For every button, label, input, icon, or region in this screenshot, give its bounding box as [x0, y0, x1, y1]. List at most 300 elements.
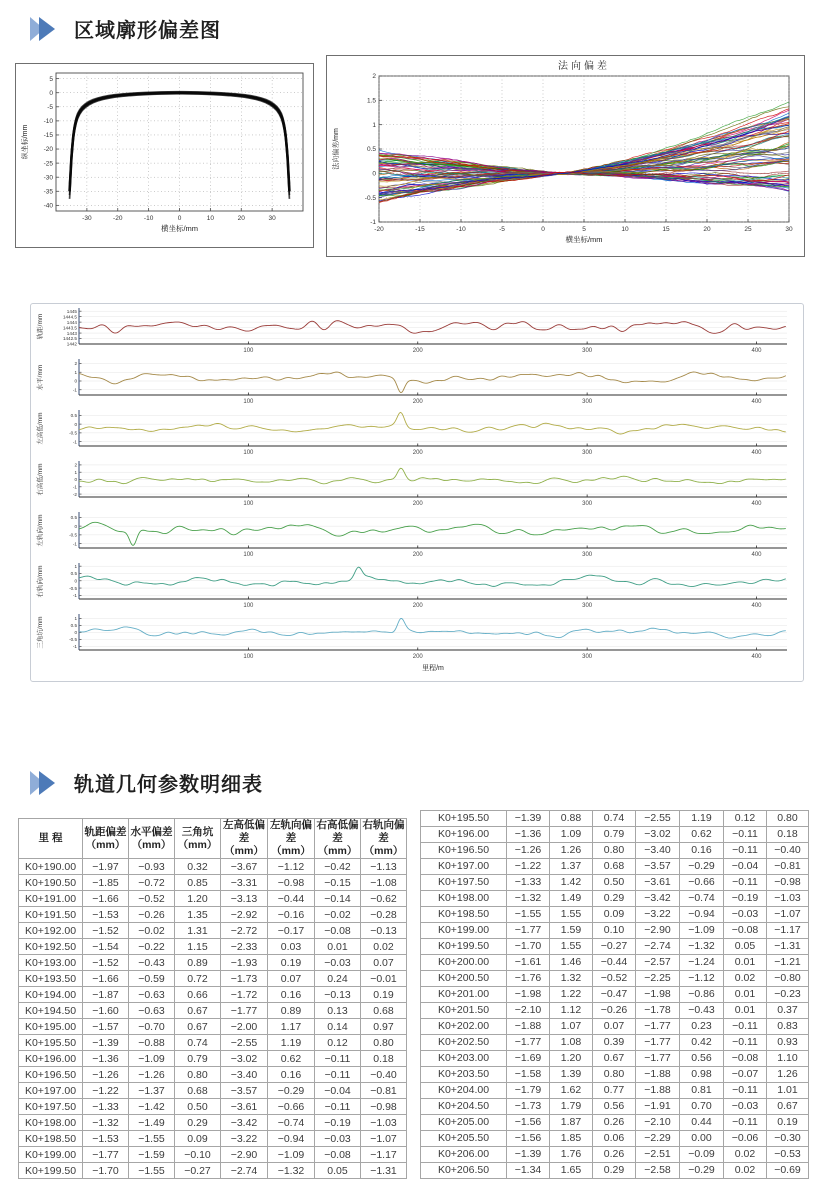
value-cell: −0.30: [767, 1131, 809, 1147]
strip-y-tick-label: 0: [74, 378, 77, 384]
value-cell: 0.72: [175, 971, 221, 987]
value-cell: −1.13: [361, 859, 407, 875]
column-header: 轨距偏差（mm）: [83, 819, 129, 859]
value-cell: 0.93: [767, 1035, 809, 1051]
y-tick-label: -5: [47, 103, 53, 111]
value-cell: −1.53: [83, 907, 129, 923]
table-row: [19, 1163, 407, 1179]
value-cell: −0.74: [268, 1115, 315, 1131]
value-cell: −1.39: [507, 1147, 550, 1163]
strip-y-tick-label: 1: [74, 616, 77, 622]
value-cell: −0.03: [724, 1099, 767, 1115]
mileage-cell: K0+195.00: [19, 1019, 83, 1035]
value-cell: −1.97: [83, 859, 129, 875]
value-cell: −1.24: [680, 955, 724, 971]
strip-y-tick-label: -1: [72, 644, 77, 650]
value-cell: −0.42: [315, 859, 361, 875]
y-tick-label: -10: [43, 118, 53, 126]
value-cell: 0.62: [680, 827, 724, 843]
value-cell: 0.42: [680, 1035, 724, 1051]
value-cell: −1.60: [83, 1003, 129, 1019]
value-cell: −0.29: [680, 1163, 724, 1179]
mileage-cell: K0+194.00: [19, 987, 83, 1003]
double-arrow-icon: [28, 770, 62, 796]
value-cell: −1.42: [129, 1099, 175, 1115]
table-row: [421, 1035, 809, 1051]
table-row: [421, 1083, 809, 1099]
value-cell: 0.18: [361, 1051, 407, 1067]
strip-chart-1: [33, 306, 799, 357]
value-cell: −0.08: [315, 923, 361, 939]
value-cell: −2.29: [636, 1131, 680, 1147]
rail-profile-chart: [16, 64, 311, 245]
value-cell: 0.67: [767, 1099, 809, 1115]
value-cell: 0.01: [315, 939, 361, 955]
section-title-table: 轨道几何参数明细表: [74, 774, 263, 796]
value-cell: −0.11: [724, 843, 767, 859]
value-cell: −0.43: [129, 955, 175, 971]
value-cell: 1.17: [268, 1019, 315, 1035]
value-cell: 0.02: [361, 939, 407, 955]
mileage-cell: K0+204.50: [421, 1099, 507, 1115]
strip-x-tick-label: 200: [412, 501, 423, 507]
x-axis-label: 横坐标/mm: [160, 224, 199, 233]
x-tick-label: 30: [785, 226, 793, 233]
y-tick-label: 0: [372, 170, 376, 178]
value-cell: 0.44: [680, 1115, 724, 1131]
table-row: [421, 875, 809, 891]
strip-y-tick-label: -2: [72, 491, 77, 497]
value-cell: −3.13: [221, 891, 268, 907]
x-tick-label: -15: [415, 226, 425, 233]
value-cell: 0.00: [680, 1131, 724, 1147]
mileage-cell: K0+206.50: [421, 1163, 507, 1179]
value-cell: −1.26: [507, 843, 550, 859]
table-row: [421, 1147, 809, 1163]
double-arrow-icon: [28, 16, 62, 42]
value-cell: −0.19: [315, 1115, 361, 1131]
mileage-cell: K0+193.00: [19, 955, 83, 971]
strip-chart-7: [33, 612, 799, 674]
y-axis-label: 法向偏差/mm: [333, 128, 340, 170]
normal-deviation-chart-panel: [326, 55, 805, 257]
value-cell: 0.19: [268, 955, 315, 971]
value-cell: −1.36: [507, 827, 550, 843]
value-cell: 1.20: [175, 891, 221, 907]
y-tick-label: -0.5: [364, 194, 376, 202]
strip-y-tick-label: 0.5: [70, 413, 77, 419]
table-row: [19, 859, 407, 875]
table-row: [421, 923, 809, 939]
value-cell: −0.70: [129, 1019, 175, 1035]
value-cell: −1.57: [83, 1019, 129, 1035]
value-cell: −0.14: [315, 891, 361, 907]
table-row: [19, 1147, 407, 1163]
value-cell: −0.69: [767, 1163, 809, 1179]
value-cell: −2.51: [636, 1147, 680, 1163]
value-cell: −3.02: [221, 1051, 268, 1067]
value-cell: −1.26: [129, 1067, 175, 1083]
rail-profile-chart-panel: [15, 63, 314, 248]
value-cell: 0.79: [593, 827, 636, 843]
value-cell: −1.77: [636, 1035, 680, 1051]
value-cell: −1.73: [221, 971, 268, 987]
mileage-cell: K0+197.00: [19, 1083, 83, 1099]
value-cell: −0.98: [268, 875, 315, 891]
value-cell: 0.16: [680, 843, 724, 859]
value-cell: −3.42: [636, 891, 680, 907]
mileage-cell: K0+199.00: [421, 923, 507, 939]
x-axis-label: 横坐标/mm: [565, 235, 603, 244]
table-row: [19, 1003, 407, 1019]
strip-y-tick-label: 0: [74, 523, 77, 529]
strip-y-tick-label: 0: [74, 630, 77, 636]
value-cell: −0.94: [268, 1131, 315, 1147]
section-header-table: [28, 768, 263, 797]
value-cell: −1.61: [507, 955, 550, 971]
strip-y-tick-label: 1445: [66, 308, 77, 314]
value-cell: −0.02: [315, 907, 361, 923]
value-cell: −1.55: [129, 1131, 175, 1147]
x-tick-label: 0: [177, 215, 182, 222]
value-cell: −3.67: [221, 859, 268, 875]
value-cell: 0.26: [593, 1115, 636, 1131]
value-cell: −0.43: [680, 1003, 724, 1019]
value-cell: 0.66: [175, 987, 221, 1003]
value-cell: −1.32: [268, 1163, 315, 1179]
value-cell: 1.85: [550, 1131, 593, 1147]
table-row: [421, 859, 809, 875]
value-cell: 0.79: [175, 1051, 221, 1067]
value-cell: 0.68: [175, 1083, 221, 1099]
value-cell: 0.09: [175, 1131, 221, 1147]
value-cell: −1.31: [767, 939, 809, 955]
value-cell: −1.77: [636, 1051, 680, 1067]
value-cell: 0.09: [593, 907, 636, 923]
value-cell: −0.13: [315, 987, 361, 1003]
value-cell: 0.62: [268, 1051, 315, 1067]
mileage-cell: K0+198.00: [19, 1115, 83, 1131]
value-cell: −1.98: [636, 987, 680, 1003]
y-tick-label: -15: [43, 132, 53, 140]
mileage-cell: K0+194.50: [19, 1003, 83, 1019]
table-row: [19, 1099, 407, 1115]
strip-y-tick-label: -0.5: [69, 585, 77, 591]
value-cell: −0.07: [724, 1067, 767, 1083]
value-cell: 0.80: [361, 1035, 407, 1051]
mileage-cell: K0+200.00: [421, 955, 507, 971]
value-cell: −1.52: [83, 923, 129, 939]
value-cell: −0.66: [268, 1099, 315, 1115]
value-cell: −0.11: [724, 875, 767, 891]
table-row: [19, 939, 407, 955]
value-cell: −1.79: [507, 1083, 550, 1099]
value-cell: −1.22: [507, 859, 550, 875]
value-cell: −1.66: [83, 971, 129, 987]
value-cell: −0.27: [593, 939, 636, 955]
value-cell: −1.91: [636, 1099, 680, 1115]
value-cell: −1.49: [129, 1115, 175, 1131]
value-cell: −1.21: [767, 955, 809, 971]
value-cell: −0.74: [680, 891, 724, 907]
value-cell: −1.77: [507, 1035, 550, 1051]
x-tick-label: 25: [744, 226, 752, 233]
mileage-cell: K0+191.00: [19, 891, 83, 907]
value-cell: 1.55: [550, 939, 593, 955]
value-cell: 1.19: [268, 1035, 315, 1051]
value-cell: −0.94: [680, 907, 724, 923]
value-cell: −1.37: [129, 1083, 175, 1099]
table-row: [19, 987, 407, 1003]
value-cell: −1.70: [507, 939, 550, 955]
value-cell: −0.40: [767, 843, 809, 859]
value-cell: −2.10: [507, 1003, 550, 1019]
value-cell: 0.89: [175, 955, 221, 971]
value-cell: 0.56: [593, 1099, 636, 1115]
strip-x-tick-label: 400: [751, 654, 762, 660]
value-cell: 0.89: [268, 1003, 315, 1019]
y-tick-label: -1: [370, 219, 376, 227]
value-cell: −2.58: [636, 1163, 680, 1179]
mileage-cell: K0+203.50: [421, 1067, 507, 1083]
value-cell: 0.80: [593, 1067, 636, 1083]
strip-y-tick-label: -0.5: [69, 532, 77, 538]
mileage-cell: K0+201.00: [421, 987, 507, 1003]
table-row: [19, 1019, 407, 1035]
table-row: [19, 923, 407, 939]
strip-y-tick-label: 1: [74, 469, 77, 475]
strip-x-tick-label: 400: [751, 450, 762, 456]
strip-x-tick-label: 300: [582, 450, 593, 456]
value-cell: 0.97: [361, 1019, 407, 1035]
strip-chart-5: [33, 510, 799, 561]
strip-chart-2: [33, 357, 799, 408]
value-cell: −0.52: [593, 971, 636, 987]
strip-x-tick-label: 300: [582, 552, 593, 558]
x-tick-label: 5: [582, 226, 586, 233]
value-cell: −1.98: [507, 987, 550, 1003]
mileage-cell: K0+191.50: [19, 907, 83, 923]
value-cell: 0.83: [767, 1019, 809, 1035]
value-cell: −1.76: [507, 971, 550, 987]
value-cell: −1.88: [636, 1067, 680, 1083]
value-cell: 1.42: [550, 875, 593, 891]
value-cell: −0.81: [361, 1083, 407, 1099]
table-row: [421, 1019, 809, 1035]
y-axis-label: 纵坐标/mm: [22, 124, 29, 160]
strip-y-tick-label: 1442: [66, 341, 77, 347]
table-row: [421, 1099, 809, 1115]
strip-x-tick-label: 300: [582, 654, 593, 660]
value-cell: −0.66: [680, 875, 724, 891]
table-row: [421, 939, 809, 955]
value-cell: −1.77: [221, 1003, 268, 1019]
table-row: [421, 1115, 809, 1131]
mileage-cell: K0+203.00: [421, 1051, 507, 1067]
value-cell: −1.39: [83, 1035, 129, 1051]
value-cell: −0.15: [315, 875, 361, 891]
value-cell: −1.66: [83, 891, 129, 907]
strip-y-tick-label: 0.5: [70, 571, 77, 577]
value-cell: 1.32: [550, 971, 593, 987]
value-cell: 1.39: [550, 1067, 593, 1083]
value-cell: −2.74: [221, 1163, 268, 1179]
value-cell: 0.03: [268, 939, 315, 955]
mileage-cell: K0+192.50: [19, 939, 83, 955]
value-cell: 0.19: [361, 987, 407, 1003]
value-cell: −0.04: [315, 1083, 361, 1099]
value-cell: 0.56: [680, 1051, 724, 1067]
value-cell: 1.76: [550, 1147, 593, 1163]
x-tick-label: -20: [374, 226, 384, 233]
geometry-table-header: [19, 819, 407, 859]
value-cell: −1.03: [767, 891, 809, 907]
value-cell: −0.04: [724, 859, 767, 875]
table-row: [19, 1131, 407, 1147]
value-cell: −1.54: [83, 939, 129, 955]
column-header: 右高低偏差（mm）: [316, 819, 359, 858]
value-cell: −3.61: [221, 1099, 268, 1115]
y-tick-label: -20: [43, 146, 53, 154]
strip-y-tick-label: -0.5: [69, 637, 77, 643]
strip-chart-6: [33, 561, 799, 612]
value-cell: 0.29: [175, 1115, 221, 1131]
value-cell: −2.10: [636, 1115, 680, 1131]
value-cell: −0.08: [724, 923, 767, 939]
table-row: [19, 891, 407, 907]
value-cell: 0.29: [593, 1163, 636, 1179]
strip-x-tick-label: 400: [751, 603, 762, 609]
strip-x-tick-label: 400: [751, 552, 762, 558]
strip-y-tick-label: -1: [72, 541, 77, 547]
y-tick-label: 0.5: [366, 146, 376, 154]
value-cell: 0.18: [767, 827, 809, 843]
value-cell: −0.93: [129, 859, 175, 875]
value-cell: −3.22: [221, 1131, 268, 1147]
value-cell: 0.06: [593, 1131, 636, 1147]
value-cell: −1.39: [507, 811, 550, 827]
value-cell: −1.85: [83, 875, 129, 891]
value-cell: −0.72: [129, 875, 175, 891]
chart-title: 法向偏差: [558, 61, 610, 72]
section-header-profile: [28, 14, 221, 43]
value-cell: −0.81: [767, 859, 809, 875]
mileage-cell: K0+196.00: [19, 1051, 83, 1067]
value-cell: −1.58: [507, 1067, 550, 1083]
value-cell: −1.33: [83, 1099, 129, 1115]
strip-x-tick-label: 100: [243, 603, 254, 609]
value-cell: −1.77: [83, 1147, 129, 1163]
mileage-cell: K0+199.50: [19, 1163, 83, 1179]
value-cell: −1.56: [507, 1115, 550, 1131]
strip-x-tick-label: 400: [751, 348, 762, 354]
value-cell: −0.11: [724, 1035, 767, 1051]
value-cell: 0.26: [593, 1147, 636, 1163]
value-cell: 0.16: [268, 987, 315, 1003]
value-cell: −1.55: [129, 1163, 175, 1179]
value-cell: 0.85: [175, 875, 221, 891]
value-cell: −0.10: [175, 1147, 221, 1163]
value-cell: 0.50: [175, 1099, 221, 1115]
value-cell: −0.98: [767, 875, 809, 891]
value-cell: −1.77: [507, 923, 550, 939]
strip-y-tick-label: 1442.5: [62, 336, 77, 342]
value-cell: 1.62: [550, 1083, 593, 1099]
y-tick-label: -25: [43, 160, 53, 168]
value-cell: 1.20: [550, 1051, 593, 1067]
table-row: [19, 1051, 407, 1067]
value-cell: 0.80: [767, 811, 809, 827]
value-cell: 0.01: [724, 955, 767, 971]
value-cell: 0.07: [593, 1019, 636, 1035]
value-cell: −0.44: [593, 955, 636, 971]
table-row: [19, 955, 407, 971]
mileage-cell: K0+205.00: [421, 1115, 507, 1131]
y-tick-label: -35: [43, 188, 53, 196]
table-row: [19, 1115, 407, 1131]
mileage-cell: K0+202.50: [421, 1035, 507, 1051]
strip-y-tick-label: 0: [74, 421, 77, 427]
value-cell: −0.29: [268, 1083, 315, 1099]
value-cell: 0.05: [315, 1163, 361, 1179]
strip-y-tick-label: 1: [74, 563, 77, 569]
strip-y-tick-label: 2: [74, 462, 77, 468]
value-cell: 1.79: [550, 1099, 593, 1115]
value-cell: −0.11: [315, 1099, 361, 1115]
value-cell: −1.93: [221, 955, 268, 971]
value-cell: 0.68: [593, 859, 636, 875]
value-cell: −3.61: [636, 875, 680, 891]
strip-x-tick-label: 200: [412, 348, 423, 354]
column-header: 左高低偏差（mm）: [221, 819, 268, 859]
value-cell: 1.35: [175, 907, 221, 923]
strip-y-tick-label: -1: [72, 593, 77, 599]
value-cell: −0.03: [315, 955, 361, 971]
strip-x-tick-label: 100: [243, 654, 254, 660]
table-row: [19, 907, 407, 923]
mileage-cell: K0+196.50: [421, 843, 507, 859]
table-row: [421, 955, 809, 971]
strip-y-tick-label: 1444.5: [62, 314, 77, 320]
value-cell: −0.11: [724, 1083, 767, 1099]
value-cell: 1.09: [550, 827, 593, 843]
strip-x-tick-label: 200: [412, 450, 423, 456]
track-geometry-strip-charts-panel: [30, 303, 804, 682]
strip-x-tick-label: 400: [751, 399, 762, 405]
value-cell: −1.73: [507, 1099, 550, 1115]
value-cell: −0.03: [724, 907, 767, 923]
mileage-cell: K0+196.50: [19, 1067, 83, 1083]
table-row: [421, 971, 809, 987]
x-tick-label: 15: [662, 226, 670, 233]
value-cell: −1.08: [361, 875, 407, 891]
mileage-cell: K0+200.50: [421, 971, 507, 987]
value-cell: 0.32: [175, 859, 221, 875]
value-cell: −1.32: [680, 939, 724, 955]
value-cell: −1.22: [83, 1083, 129, 1099]
value-cell: −1.09: [129, 1051, 175, 1067]
table-row: [421, 827, 809, 843]
value-cell: −1.12: [680, 971, 724, 987]
value-cell: 0.37: [767, 1003, 809, 1019]
value-cell: 1.87: [550, 1115, 593, 1131]
value-cell: 0.29: [593, 891, 636, 907]
mileage-cell: K0+190.50: [19, 875, 83, 891]
strip-y-tick-label: -1: [72, 439, 77, 445]
x-tick-label: 20: [237, 215, 245, 222]
value-cell: −1.87: [83, 987, 129, 1003]
value-cell: 0.12: [315, 1035, 361, 1051]
